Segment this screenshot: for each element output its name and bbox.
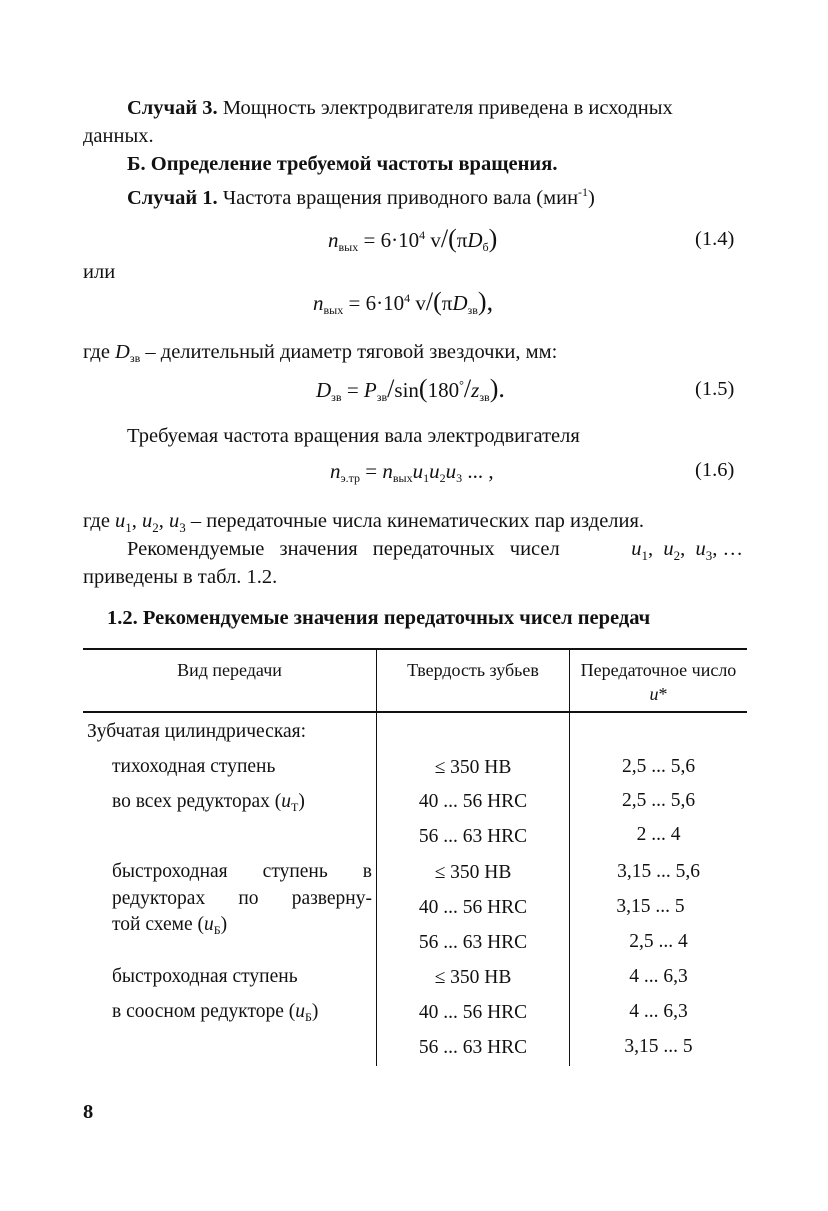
where-u-u1: u xyxy=(115,510,126,532)
f16-u3-sub: 3 xyxy=(456,471,463,485)
f16-u2: u xyxy=(429,459,440,483)
f14-lhs-sub: вых xyxy=(338,240,359,254)
page-number: 8 xyxy=(83,1101,94,1123)
g2-u-sub: Б xyxy=(213,923,221,937)
case1-tail: ) xyxy=(588,187,595,209)
section-b-text: Б. Определение требуемой частоты вращения. xyxy=(127,153,558,175)
table-row: 3,15 ... 5 xyxy=(624,1036,693,1057)
g2-line3 xyxy=(112,914,227,938)
f15-open: ( xyxy=(418,374,428,403)
f15-lhs: D xyxy=(316,378,332,402)
f14b-lhs: n xyxy=(313,291,324,315)
case3-line1 xyxy=(127,94,673,122)
f14b-close: ), xyxy=(477,287,494,316)
case3-text: Мощность электродвигателя приведена в исходных xyxy=(217,97,673,119)
f14b-v: v xyxy=(410,291,426,315)
table-row: 40 ... 56 HRC xyxy=(418,1002,528,1023)
f14-pi: π xyxy=(456,228,468,252)
f16-u1-sub: 1 xyxy=(423,471,430,485)
where-u-s3: 3 xyxy=(179,520,186,535)
or-word: или xyxy=(83,261,116,283)
f15-sin: sin xyxy=(394,378,419,402)
f15-degsign: ° xyxy=(459,378,464,392)
rec-u2: u xyxy=(663,538,674,560)
formula-1-6 xyxy=(330,459,494,486)
where-u-s2: 2 xyxy=(152,520,159,535)
g3-line2-text: в соосном редукторе ( xyxy=(112,1001,296,1022)
table-row: 4 ... 6,3 xyxy=(629,1001,688,1022)
f14b-pi: π xyxy=(441,291,453,315)
f14b-lhs-sub: вых xyxy=(323,303,344,317)
g2-line1: быстроходная ступень в xyxy=(112,861,372,882)
f15-deg: 180 xyxy=(427,378,460,402)
rec-s2: 2 xyxy=(673,548,681,563)
formula-1-4b xyxy=(313,287,493,318)
f14-d-sub: б xyxy=(482,240,489,254)
formula-1-4-number: (1.4) xyxy=(695,228,735,250)
g1-u-sub: Т xyxy=(291,800,299,814)
table-top-rule xyxy=(83,648,747,650)
g3-line1: быстроходная ступень xyxy=(112,966,298,987)
f14-open: ( xyxy=(448,224,457,253)
g2-line3-text: той схеме ( xyxy=(112,914,205,935)
f14b-exp: 4 xyxy=(404,291,411,305)
g1-line1: тихоходная ступень xyxy=(112,756,276,777)
f15-p-sub: зв xyxy=(376,390,388,404)
f15-z-sub: зв xyxy=(479,390,490,404)
case3-line2: данных. xyxy=(83,125,154,147)
table-header-rule xyxy=(83,711,747,713)
g3-line2 xyxy=(112,1001,318,1025)
g2-close: ) xyxy=(220,914,228,935)
where-u-c1: , xyxy=(131,510,143,532)
f15-lhs-sub: зв xyxy=(331,390,342,404)
f14b-open: ( xyxy=(433,287,442,316)
where-u-text: – передаточные числа кинематических пар изделия. xyxy=(185,510,645,532)
table-header-ratio-u: u xyxy=(649,684,659,704)
table-row: 2,5 ... 4 xyxy=(629,931,688,952)
recommended-line2: приведены в табл. 1.2. xyxy=(83,566,278,588)
f14-d: D xyxy=(467,228,483,252)
table-title: 1.2. Рекомендуемые значения передаточных чисел передач xyxy=(107,607,651,629)
f14b-slash: / xyxy=(425,287,434,316)
g1-line2 xyxy=(112,791,305,815)
g1-u: u xyxy=(281,791,292,812)
case1-text: Частота вращения приводного вала (мин xyxy=(217,187,579,209)
g3-u: u xyxy=(295,1001,305,1022)
rec-c2: , xyxy=(680,538,691,560)
g2-u: u xyxy=(204,914,214,935)
f14b-eq: = 6·10 xyxy=(343,291,405,315)
formula-1-4 xyxy=(328,224,497,255)
table-row: 56 ... 63 HRC xyxy=(418,1037,528,1058)
table-header-type: Вид передачи xyxy=(177,660,282,680)
formula-1-6-number: (1.6) xyxy=(695,459,735,481)
g1-line2-text: во всех редукторах ( xyxy=(112,791,282,812)
f15-p: P xyxy=(363,378,377,402)
table-header-ratio-star: * xyxy=(658,684,668,704)
f15-slash: / xyxy=(387,374,395,403)
g2-line2: редукторах по разверну- xyxy=(112,888,372,909)
table-row: ≤ 350 НВ xyxy=(434,862,512,883)
table-header-ratio xyxy=(570,658,747,706)
table-group-title: Зубчатая цилиндрическая: xyxy=(87,721,307,742)
where-dzv-sub: зв xyxy=(129,351,141,365)
f14-slash: / xyxy=(440,224,449,253)
case1-line xyxy=(127,178,595,212)
f16-u3: u xyxy=(445,459,457,483)
case1-sup: -1 xyxy=(578,185,589,199)
recommended-text: Рекомендуемые значения передаточных чисел xyxy=(127,538,560,560)
f14-eq: = 6·10 xyxy=(358,228,420,252)
f15-z: z xyxy=(471,378,480,402)
f16-lhs: n xyxy=(330,459,341,483)
section-b-heading xyxy=(127,150,557,178)
f16-u2-sub: 2 xyxy=(439,471,446,485)
f15-eq: = xyxy=(341,378,364,402)
recommended-u-list xyxy=(631,535,743,570)
case1-head: Случай 1. xyxy=(127,187,218,209)
where-dzv xyxy=(83,338,557,372)
table-row: 2,5 ... 5,6 xyxy=(621,790,696,811)
g1-close: ) xyxy=(298,791,305,812)
where-u-s1: 1 xyxy=(125,520,132,535)
f16-u1: u xyxy=(412,459,424,483)
rec-s1: 1 xyxy=(641,548,648,563)
where-u-u3: u xyxy=(169,510,180,532)
formula-1-5-number: (1.5) xyxy=(695,378,735,400)
table-row: 3,15 ... 5 xyxy=(616,896,685,917)
g3-u-sub: Б xyxy=(304,1010,312,1024)
motor-speed-text: Требуемая частота вращения вала электродвигателя xyxy=(127,425,580,447)
table-row: 56 ... 63 HRC xyxy=(418,932,528,953)
f14b-d-sub: зв xyxy=(467,303,478,317)
where-u-c2: , xyxy=(158,510,170,532)
where-dzv-d: D xyxy=(115,341,130,363)
table-row: 2,5 ... 5,6 xyxy=(621,756,696,777)
f14b-d: D xyxy=(452,291,468,315)
f16-tail: ... , xyxy=(462,459,494,483)
f16-n-sub: вых xyxy=(392,471,413,485)
table-header-ratio-text: Передаточное число xyxy=(580,660,737,680)
table-row: 40 ... 56 HRC xyxy=(418,791,528,812)
rec-c1: , xyxy=(648,538,659,560)
f16-lhs-sub: э.тр xyxy=(340,471,361,485)
f14-v: v xyxy=(425,228,441,252)
f15-close: ). xyxy=(489,374,505,403)
f16-eq: = xyxy=(360,459,383,483)
f14-exp: 4 xyxy=(419,228,426,242)
rec-u3: u xyxy=(695,538,706,560)
f14-lhs: n xyxy=(328,228,339,252)
table-row: 3,15 ... 5,6 xyxy=(617,861,700,882)
table-header-hardness: Твердость зубьев xyxy=(407,660,539,680)
where-dzv-text: – делительный диаметр тяговой звездочки, мм: xyxy=(140,341,558,363)
table-row: 2 ... 4 xyxy=(636,824,681,845)
table-row: 40 ... 56 HRC xyxy=(418,897,528,918)
f15-slash2: / xyxy=(463,374,472,403)
where-dzv-start: где xyxy=(83,341,116,363)
rec-tail: , … xyxy=(712,538,743,560)
g3-close: ) xyxy=(311,1001,319,1022)
f14-close: ) xyxy=(488,224,498,253)
rec-u1: u xyxy=(631,538,642,560)
case3-head: Случай 3. xyxy=(127,97,218,119)
table-row: 56 ... 63 HRC xyxy=(418,826,528,847)
formula-1-5 xyxy=(316,374,505,405)
f16-n: n xyxy=(382,459,393,483)
table-row: ≤ 350 НВ xyxy=(434,757,512,778)
where-u-start: где xyxy=(83,510,116,532)
where-u-u2: u xyxy=(142,510,153,532)
table-row: 4 ... 6,3 xyxy=(629,966,688,987)
table-row: ≤ 350 НВ xyxy=(434,967,512,988)
rec-s3: 3 xyxy=(705,548,713,563)
